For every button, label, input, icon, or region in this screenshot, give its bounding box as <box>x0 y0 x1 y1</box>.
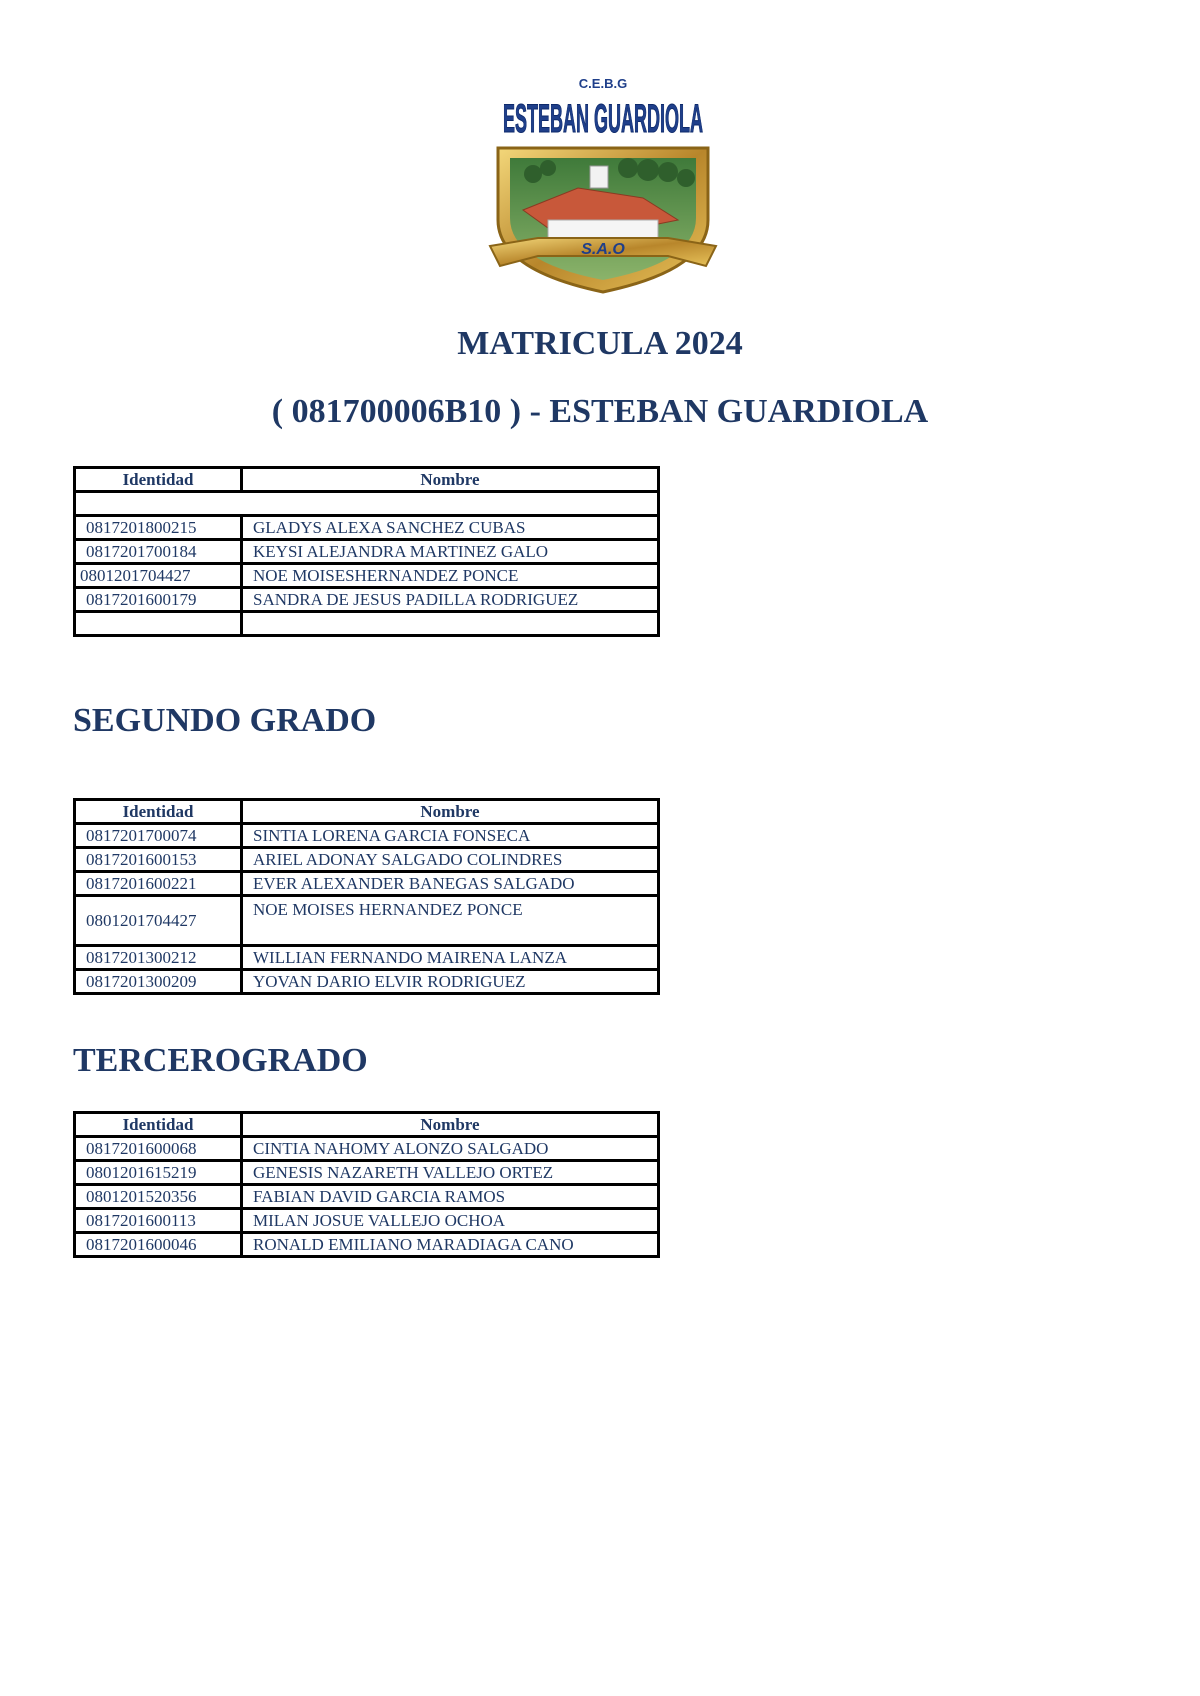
blank-merged-cell <box>75 492 659 516</box>
table-row <box>75 540 659 564</box>
column-header-id: Identidad <box>75 1113 242 1137</box>
school-crest-logo <box>428 70 778 296</box>
table-row <box>75 1209 659 1233</box>
identity-cell: 0817201700184 <box>75 540 242 564</box>
name-cell: SANDRA DE JESUS PADILLA RODRIGUEZ <box>242 588 659 612</box>
table-row <box>75 492 659 516</box>
school-heading: ( 081700006B10 ) - ESTEBAN GUARDIOLA <box>271 393 929 430</box>
column-header-name: Nombre <box>242 468 659 492</box>
name-cell: NOE MOISES HERNANDEZ PONCE <box>242 896 659 946</box>
identity-cell: 0817201300212 <box>75 946 242 970</box>
table-row <box>75 1137 659 1161</box>
page-title: MATRICULA 2024 <box>457 325 743 362</box>
name-cell: SINTIA LORENA GARCIA FONSECA <box>242 824 659 848</box>
identity-cell <box>75 612 242 636</box>
name-cell: WILLIAN FERNANDO MAIRENA LANZA <box>242 946 659 970</box>
name-cell <box>242 612 659 636</box>
table-row <box>75 516 659 540</box>
name-cell: NOE MOISESHERNANDEZ PONCE <box>242 564 659 588</box>
name-cell: RONALD EMILIANO MARADIAGA CANO <box>242 1233 659 1257</box>
identity-cell: 0817201800215 <box>75 516 242 540</box>
identity-cell: 0817201600046 <box>75 1233 242 1257</box>
crest-svg <box>428 70 778 296</box>
roster-table-first <box>73 466 660 637</box>
crest-top-text: C.E.B.G <box>578 76 628 91</box>
column-header-name: Nombre <box>242 800 659 824</box>
table-header-row <box>75 1113 659 1137</box>
identity-cell: 0817201600221 <box>75 872 242 896</box>
section-title-segundo: SEGUNDO GRADO <box>73 702 377 739</box>
table-row <box>75 1233 659 1257</box>
column-header-id: Identidad <box>75 468 242 492</box>
name-cell: YOVAN DARIO ELVIR RODRIGUEZ <box>242 970 659 994</box>
crest-ribbon-text: S.A.O <box>581 241 625 258</box>
table-row <box>75 1161 659 1185</box>
identity-cell: 0817201700074 <box>75 824 242 848</box>
crest-church <box>590 166 608 188</box>
identity-cell: 0801201615219 <box>75 1161 242 1185</box>
table-header-row <box>75 800 659 824</box>
name-cell: CINTIA NAHOMY ALONZO SALGADO <box>242 1137 659 1161</box>
identity-cell: 0801201520356 <box>75 1185 242 1209</box>
table-row <box>75 824 659 848</box>
table-row <box>75 896 659 946</box>
roster-table-segundo <box>73 798 660 995</box>
column-header-name: Nombre <box>242 1113 659 1137</box>
table-row <box>75 564 659 588</box>
name-cell: FABIAN DAVID GARCIA RAMOS <box>242 1185 659 1209</box>
identity-cell: 0801201704427 <box>75 896 242 946</box>
identity-cell: 0817201300209 <box>75 970 242 994</box>
identity-cell: 0817201600179 <box>75 588 242 612</box>
identity-cell: 0801201704427 <box>75 564 242 588</box>
name-cell: GENESIS NAZARETH VALLEJO ORTEZ <box>242 1161 659 1185</box>
table-row <box>75 612 659 636</box>
table-row <box>75 1185 659 1209</box>
identity-cell: 0817201600113 <box>75 1209 242 1233</box>
column-header-id: Identidad <box>75 800 242 824</box>
roster-table-tercero <box>73 1111 660 1258</box>
table-row <box>75 588 659 612</box>
table-row <box>75 946 659 970</box>
identity-cell: 0817201600153 <box>75 848 242 872</box>
name-cell: EVER ALEXANDER BANEGAS SALGADO <box>242 872 659 896</box>
name-cell: GLADYS ALEXA SANCHEZ CUBAS <box>242 516 659 540</box>
identity-cell: 0817201600068 <box>75 1137 242 1161</box>
section-title-tercero: TERCEROGRADO <box>73 1042 368 1079</box>
table-row <box>75 970 659 994</box>
name-cell: KEYSI ALEJANDRA MARTINEZ GALO <box>242 540 659 564</box>
crest-name-text: ESTEBAN GUARDIOLA <box>503 97 703 141</box>
table-row <box>75 848 659 872</box>
table-header-row <box>75 468 659 492</box>
table-row <box>75 872 659 896</box>
name-cell: ARIEL ADONAY SALGADO COLINDRES <box>242 848 659 872</box>
name-cell: MILAN JOSUE VALLEJO OCHOA <box>242 1209 659 1233</box>
